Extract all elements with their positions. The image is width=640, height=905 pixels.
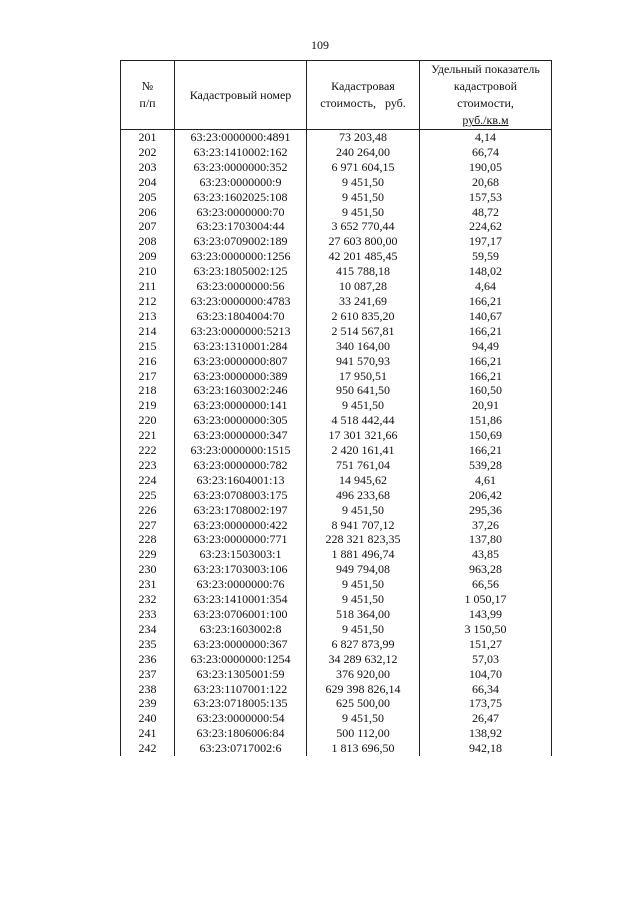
cell-row-number: 211: [121, 279, 175, 294]
cell-specific-indicator: 539,28: [420, 458, 552, 473]
table-row: [121, 652, 552, 667]
table-row: [121, 473, 552, 488]
cell-row-number: 208: [121, 234, 175, 249]
cell-cadastral-number: 63:23:0000000:70: [175, 205, 307, 220]
cell-row-number: 235: [121, 637, 175, 652]
cell-specific-indicator: 166,21: [420, 324, 552, 339]
cell-row-number: 214: [121, 324, 175, 339]
cell-row-number: 238: [121, 682, 175, 697]
cell-cadastral-cost: 14 945,62: [307, 473, 420, 488]
cell-specific-indicator: 94,49: [420, 339, 552, 354]
cell-cadastral-number: 63:23:0000000:422: [175, 518, 307, 533]
cell-cadastral-cost: 6 971 604,15: [307, 160, 420, 175]
cell-row-number: 224: [121, 473, 175, 488]
cell-cadastral-number: 63:23:1806006:84: [175, 726, 307, 741]
table-row: [121, 696, 552, 711]
cell-specific-indicator: 66,56: [420, 577, 552, 592]
table-row: [121, 369, 552, 384]
cell-cadastral-cost: 10 087,28: [307, 279, 420, 294]
cell-cadastral-number: 63:23:0000000:4891: [175, 130, 307, 145]
cell-specific-indicator: 37,26: [420, 518, 552, 533]
cell-row-number: 239: [121, 696, 175, 711]
cell-cadastral-number: 63:23:0709002:189: [175, 234, 307, 249]
cell-cadastral-cost: 228 321 823,35: [307, 532, 420, 547]
header-cadastral-number-label: Кадастровый номер: [189, 87, 292, 102]
table-row: [121, 145, 552, 160]
cell-specific-indicator: 4,14: [420, 130, 552, 145]
cell-cadastral-cost: 518 364,00: [307, 607, 420, 622]
cadastral-table: [120, 60, 552, 756]
cell-cadastral-number: 63:23:0000000:389: [175, 369, 307, 384]
cell-cadastral-cost: 42 201 485,45: [307, 249, 420, 264]
cell-row-number: 218: [121, 383, 175, 398]
table-row: [121, 488, 552, 503]
table-row: [121, 160, 552, 175]
cell-row-number: 241: [121, 726, 175, 741]
cell-cadastral-cost: 17 950,51: [307, 369, 420, 384]
table-row: [121, 309, 552, 324]
cell-row-number: 240: [121, 711, 175, 726]
table-row: [121, 413, 552, 428]
cell-cadastral-cost: 941 570,93: [307, 354, 420, 369]
header-row: [121, 61, 552, 130]
cell-specific-indicator: 3 150,50: [420, 622, 552, 637]
cell-row-number: 229: [121, 547, 175, 562]
header-spec-line2: кадастровой: [453, 79, 518, 93]
table-row: [121, 294, 552, 309]
header-cost-line2: стоимость, руб.: [320, 96, 406, 110]
cell-cadastral-number: 63:23:0000000:4783: [175, 294, 307, 309]
cell-cadastral-cost: 4 518 442,44: [307, 413, 420, 428]
table-row: [121, 532, 552, 547]
cell-specific-indicator: 963,28: [420, 562, 552, 577]
cell-cadastral-cost: 9 451,50: [307, 175, 420, 190]
cell-cadastral-number: 63:23:0000000:807: [175, 354, 307, 369]
cell-cadastral-number: 63:23:0000000:305: [175, 413, 307, 428]
cell-cadastral-number: 63:23:0000000:54: [175, 711, 307, 726]
cell-cadastral-cost: 9 451,50: [307, 711, 420, 726]
cell-cadastral-cost: 629 398 826,14: [307, 682, 420, 697]
cell-cadastral-cost: 340 164,00: [307, 339, 420, 354]
cell-specific-indicator: 942,18: [420, 741, 552, 756]
cell-cadastral-cost: 500 112,00: [307, 726, 420, 741]
table-row: [121, 190, 552, 205]
cell-row-number: 223: [121, 458, 175, 473]
cell-cadastral-number: 63:23:0000000:367: [175, 637, 307, 652]
cell-cadastral-number: 63:23:1410001:354: [175, 592, 307, 607]
cell-specific-indicator: 190,05: [420, 160, 552, 175]
cell-row-number: 210: [121, 264, 175, 279]
cell-row-number: 231: [121, 577, 175, 592]
cell-cadastral-cost: 9 451,50: [307, 205, 420, 220]
cell-cadastral-cost: 2 610 835,20: [307, 309, 420, 324]
table-row: [121, 249, 552, 264]
cell-cadastral-cost: 496 233,68: [307, 488, 420, 503]
cell-specific-indicator: 295,36: [420, 503, 552, 518]
header-num-line2: п/п: [139, 96, 156, 110]
cell-row-number: 228: [121, 532, 175, 547]
table-row: [121, 354, 552, 369]
cell-row-number: 217: [121, 369, 175, 384]
table-row: [121, 279, 552, 294]
cell-specific-indicator: 48,72: [420, 205, 552, 220]
table-row: [121, 339, 552, 354]
cell-cadastral-number: 63:23:1703004:44: [175, 219, 307, 234]
table-row: [121, 219, 552, 234]
cell-cadastral-number: 63:23:1410002:162: [175, 145, 307, 160]
cell-cadastral-number: 63:23:0000000:347: [175, 428, 307, 443]
cell-row-number: 227: [121, 518, 175, 533]
header-specific-indicator: [420, 61, 552, 130]
cell-cadastral-cost: 34 289 632,12: [307, 652, 420, 667]
cell-cadastral-number: 63:23:1804004:70: [175, 309, 307, 324]
cell-row-number: 204: [121, 175, 175, 190]
table-row: [121, 443, 552, 458]
cell-specific-indicator: 148,02: [420, 264, 552, 279]
cell-specific-indicator: 4,61: [420, 473, 552, 488]
cell-cadastral-number: 63:23:1602025:108: [175, 190, 307, 205]
cell-specific-indicator: 4,64: [420, 279, 552, 294]
cell-cadastral-cost: 3 652 770,44: [307, 219, 420, 234]
table-row: [121, 324, 552, 339]
cell-specific-indicator: 150,69: [420, 428, 552, 443]
table-row: [121, 741, 552, 756]
cell-specific-indicator: 197,17: [420, 234, 552, 249]
cell-row-number: 225: [121, 488, 175, 503]
cell-row-number: 212: [121, 294, 175, 309]
cell-cadastral-number: 63:23:1603002:246: [175, 383, 307, 398]
table-row: [121, 562, 552, 577]
table-row: [121, 428, 552, 443]
cell-row-number: 220: [121, 413, 175, 428]
cell-cadastral-cost: 9 451,50: [307, 398, 420, 413]
cell-specific-indicator: 206,42: [420, 488, 552, 503]
header-spec-line4: руб./кв.м: [462, 113, 509, 127]
table-row: [121, 547, 552, 562]
cell-row-number: 205: [121, 190, 175, 205]
table-row: [121, 458, 552, 473]
cell-row-number: 237: [121, 667, 175, 682]
cell-row-number: 209: [121, 249, 175, 264]
cell-row-number: 201: [121, 130, 175, 145]
cell-cadastral-number: 63:23:1805002:125: [175, 264, 307, 279]
table-row: [121, 637, 552, 652]
table-row: [121, 682, 552, 697]
cell-cadastral-number: 63:23:0708003:175: [175, 488, 307, 503]
cell-cadastral-cost: 751 761,04: [307, 458, 420, 473]
page-number: 109: [311, 38, 329, 52]
cell-specific-indicator: 138,92: [420, 726, 552, 741]
table-row: [121, 398, 552, 413]
cell-cadastral-number: 63:23:0000000:1515: [175, 443, 307, 458]
cell-cadastral-cost: 415 788,18: [307, 264, 420, 279]
table-row: [121, 205, 552, 220]
table-row: [121, 518, 552, 533]
cell-row-number: 206: [121, 205, 175, 220]
cell-cadastral-number: 63:23:1107001:122: [175, 682, 307, 697]
cell-cadastral-number: 63:23:0000000:141: [175, 398, 307, 413]
cell-cadastral-number: 63:23:0718005:135: [175, 696, 307, 711]
table-row: [121, 175, 552, 190]
cell-cadastral-cost: 27 603 800,00: [307, 234, 420, 249]
cell-cadastral-cost: 625 500,00: [307, 696, 420, 711]
cell-cadastral-cost: 949 794,08: [307, 562, 420, 577]
cell-cadastral-cost: 8 941 707,12: [307, 518, 420, 533]
cell-row-number: 203: [121, 160, 175, 175]
cell-cadastral-cost: 1 881 496,74: [307, 547, 420, 562]
table-row: [121, 711, 552, 726]
header-cadastral-cost: [307, 61, 420, 130]
cell-cadastral-cost: 73 203,48: [307, 130, 420, 145]
cell-cadastral-number: 63:23:0000000:771: [175, 532, 307, 547]
table-row: [121, 577, 552, 592]
cell-row-number: 230: [121, 562, 175, 577]
cell-cadastral-number: 63:23:0000000:1254: [175, 652, 307, 667]
cell-cadastral-number: 63:23:1603002:8: [175, 622, 307, 637]
cell-cadastral-number: 63:23:1703003:106: [175, 562, 307, 577]
cell-cadastral-cost: 9 451,50: [307, 190, 420, 205]
cell-cadastral-cost: 9 451,50: [307, 503, 420, 518]
cell-cadastral-cost: 17 301 321,66: [307, 428, 420, 443]
cell-row-number: 213: [121, 309, 175, 324]
cell-specific-indicator: 224,62: [420, 219, 552, 234]
cell-specific-indicator: 26,47: [420, 711, 552, 726]
cell-cadastral-number: 63:23:0000000:5213: [175, 324, 307, 339]
table-row: [121, 234, 552, 249]
cell-cadastral-cost: 9 451,50: [307, 622, 420, 637]
cell-cadastral-number: 63:23:1503003:1: [175, 547, 307, 562]
cell-specific-indicator: 151,86: [420, 413, 552, 428]
cell-specific-indicator: 137,80: [420, 532, 552, 547]
cell-specific-indicator: 151,27: [420, 637, 552, 652]
cell-row-number: 226: [121, 503, 175, 518]
cell-cadastral-number: 63:23:0000000:76: [175, 577, 307, 592]
table-row: [121, 726, 552, 741]
cell-specific-indicator: 59,59: [420, 249, 552, 264]
cell-cadastral-cost: 1 813 696,50: [307, 741, 420, 756]
cell-cadastral-number: 63:23:1310001:284: [175, 339, 307, 354]
header-spec-line1: Удельный показатель: [431, 62, 540, 76]
table-row: [121, 503, 552, 518]
cell-cadastral-cost: 33 241,69: [307, 294, 420, 309]
cell-cadastral-cost: 950 641,50: [307, 383, 420, 398]
cell-row-number: 233: [121, 607, 175, 622]
cell-specific-indicator: 140,67: [420, 309, 552, 324]
cell-row-number: 202: [121, 145, 175, 160]
header-num-line1: №: [141, 79, 154, 93]
header-cadastral-number: [175, 61, 307, 130]
cell-row-number: 219: [121, 398, 175, 413]
cell-specific-indicator: 43,85: [420, 547, 552, 562]
cell-row-number: 215: [121, 339, 175, 354]
cell-row-number: 216: [121, 354, 175, 369]
table-row: [121, 607, 552, 622]
cell-specific-indicator: 20,68: [420, 175, 552, 190]
cell-cadastral-number: 63:23:0000000:9: [175, 175, 307, 190]
cell-specific-indicator: 104,70: [420, 667, 552, 682]
cell-cadastral-number: 63:23:1708002:197: [175, 503, 307, 518]
cell-specific-indicator: 66,74: [420, 145, 552, 160]
cell-row-number: 242: [121, 741, 175, 756]
cell-cadastral-number: 63:23:0706001:100: [175, 607, 307, 622]
cell-cadastral-cost: 240 264,00: [307, 145, 420, 160]
table-row: [121, 592, 552, 607]
cell-specific-indicator: 143,99: [420, 607, 552, 622]
cell-specific-indicator: 166,21: [420, 354, 552, 369]
cell-specific-indicator: 157,53: [420, 190, 552, 205]
cell-cadastral-number: 63:23:0000000:56: [175, 279, 307, 294]
cell-cadastral-number: 63:23:0000000:1256: [175, 249, 307, 264]
cell-cadastral-cost: 9 451,50: [307, 592, 420, 607]
cell-cadastral-number: 63:23:1604001:13: [175, 473, 307, 488]
cell-cadastral-number: 63:23:1305001:59: [175, 667, 307, 682]
cell-cadastral-number: 63:23:0000000:782: [175, 458, 307, 473]
table-header: [121, 61, 552, 130]
header-row-number: [121, 61, 175, 130]
cell-specific-indicator: 57,03: [420, 652, 552, 667]
cell-row-number: 232: [121, 592, 175, 607]
cell-cadastral-cost: 9 451,50: [307, 577, 420, 592]
cell-row-number: 221: [121, 428, 175, 443]
cell-cadastral-number: 63:23:0000000:352: [175, 160, 307, 175]
cell-row-number: 222: [121, 443, 175, 458]
header-cost-line1: Кадастровая: [331, 79, 395, 93]
table-row: [121, 622, 552, 637]
cell-specific-indicator: 66,34: [420, 682, 552, 697]
cell-cadastral-cost: 2 420 161,41: [307, 443, 420, 458]
cell-cadastral-cost: 2 514 567,81: [307, 324, 420, 339]
cell-cadastral-cost: 376 920,00: [307, 667, 420, 682]
cell-specific-indicator: 166,21: [420, 369, 552, 384]
header-spec-line3: стоимости,: [457, 96, 514, 110]
cell-cadastral-cost: 6 827 873,99: [307, 637, 420, 652]
cell-row-number: 234: [121, 622, 175, 637]
cell-specific-indicator: 1 050,17: [420, 592, 552, 607]
table-row: [121, 667, 552, 682]
table-body: [121, 130, 552, 757]
table-row: [121, 264, 552, 279]
cell-row-number: 236: [121, 652, 175, 667]
cell-specific-indicator: 20,91: [420, 398, 552, 413]
table-row: [121, 383, 552, 398]
cell-specific-indicator: 166,21: [420, 294, 552, 309]
cell-row-number: 207: [121, 219, 175, 234]
cell-cadastral-number: 63:23:0717002:6: [175, 741, 307, 756]
table-row: [121, 130, 552, 145]
cell-specific-indicator: 173,75: [420, 696, 552, 711]
cell-specific-indicator: 166,21: [420, 443, 552, 458]
cell-specific-indicator: 160,50: [420, 383, 552, 398]
